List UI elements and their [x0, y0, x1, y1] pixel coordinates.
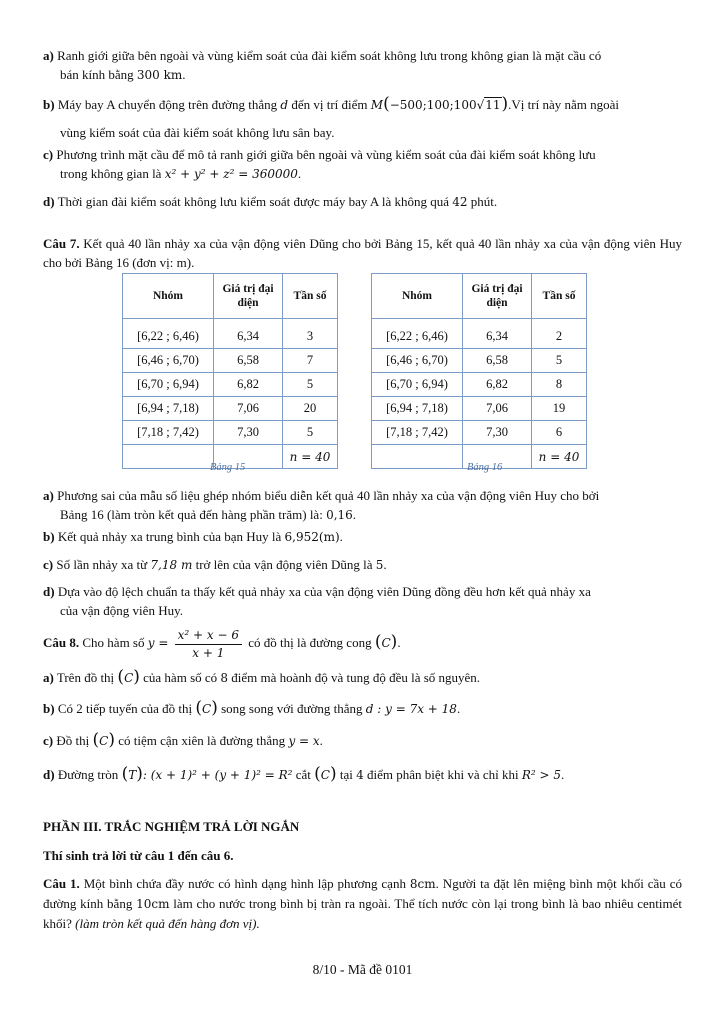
table-15: [122, 273, 338, 469]
table-16: [371, 273, 587, 469]
table-row: [6,22 ; 6,46) 6,34 3: [123, 319, 338, 349]
table-row: [6,94 ; 7,18) 7,06 20: [123, 397, 338, 421]
q8-statement-b: b) Có 2 tiếp tuyến của đồ thị (C) song song với đường thẳng d : y = 7x + 18.: [43, 698, 461, 718]
q7-statement-c: c) Số lần nhảy xa từ 7,18 m trở lên của vận động viên Dũng là 5.: [43, 557, 387, 572]
table-header: Tần số: [283, 274, 338, 319]
q6-statement-b-cont: vùng kiểm soát của đài kiểm soát không lưu sân bay.: [60, 125, 335, 140]
q1-question: Câu 1. Một bình chứa đầy nước có hình dạng hình lập phương cạnh 8cm. Người ta đặt lên miệng bình một khối cầu có đường kính bằng 10cm làm cho nước trong bình bị tràn ra ngoài. Thể tích nước còn lại trong bình là bao nhiêu centimét khối? (làm tròn kết quả đến hàng đơn vị).: [43, 876, 683, 931]
part3-title: PHẦN III. TRẮC NGHIỆM TRẢ LỜI NGẮN: [43, 819, 300, 834]
table-row: [6,70 ; 6,94) 6,82 8: [372, 373, 587, 397]
table-header: Nhóm: [372, 274, 463, 319]
table-header: Giá trị đại diện: [463, 274, 532, 319]
table-15-caption: Bảng 15: [210, 462, 246, 473]
table-row: [7,18 ; 7,42) 7,30 5: [123, 421, 338, 445]
q6-statement-b: b) Máy bay A chuyển động trên đường thẳng d đến vị trí điểm M(−500;100;100√11).Vị trí này nằm ngoài: [43, 94, 620, 114]
q7-statement-a: a) Phương sai của mẫu số liệu ghép nhóm biểu diễn kết quả 40 lần nhảy xa của vận động viên Huy cho bởi Bảng 16 (làm tròn kết quả đến hàng phần trăm) là: 0,16.: [43, 488, 600, 522]
table-row: [7,18 ; 7,42) 7,30 6: [372, 421, 587, 445]
q8-statement-d: d) Đường tròn (T): (x + 1)² + (y + 1)² = R² cắt (C) tại 4 điểm phân biệt khi và chỉ khi R² > 5.: [43, 764, 565, 784]
q6-statement-c: c) Phương trình mặt cầu để mô tả ranh giới giữa bên ngoài và vùng kiểm soát của đài kiểm soát không lưu trong không gian là x² + y² + z² = 360000.: [43, 147, 596, 181]
part3-instruction: Thí sinh trả lời từ câu 1 đến câu 6.: [43, 848, 234, 863]
q8-question: Câu 8. Cho hàm số y = $\frac{\text{x² + x − 6}}{x + 1}$ có đồ thị là đường cong (C).: [43, 627, 401, 660]
table-row: [6,46 ; 6,70) 6,58 5: [372, 349, 587, 373]
q8-statement-c: c) Đồ thị (C) có tiệm cận xiên là đường thẳng y = x.: [43, 730, 323, 750]
q7-question: Câu 7. Kết quả 40 lần nhảy xa của vận động viên Dũng cho bởi Bảng 15, kết quả 40 lần nhảy xa của vận động viên Huy cho bởi Bảng 16 (đơn vị: m).: [43, 236, 682, 270]
page-footer: 8/10 - Mã đề 0101: [312, 962, 413, 977]
table-row: [6,70 ; 6,94) 6,82 5: [123, 373, 338, 397]
q6-statement-d: d) Thời gian đài kiểm soát không lưu kiểm soát được máy bay A là không quá 42 phút.: [43, 194, 498, 209]
q7-statement-d: d) Dựa vào độ lệch chuẩn ta thấy kết quả nhảy xa của vận động viên Dũng đồng đều hơn kết quả nhảy xa của vận động viên Huy.: [43, 584, 591, 618]
q8-fraction: $\frac{\text{x² + x − 6}}{x + 1}$: [175, 627, 242, 662]
table-16-caption: Bảng 16: [467, 462, 503, 473]
table-row: [6,22 ; 6,46) 6,34 2: [372, 319, 587, 349]
table-header: Nhóm: [123, 274, 214, 319]
q8-statement-a: a) Trên đồ thị (C) của hàm số có 8 điểm mà hoành độ và tung độ đều là số nguyên.: [43, 667, 481, 687]
table-header: Giá trị đại diện: [214, 274, 283, 319]
table-total-row: n = 40: [123, 445, 338, 469]
q6-a-label: a): [43, 48, 54, 63]
table-total-row: n = 40: [372, 445, 587, 469]
q7-statement-b: b) Kết quả nhảy xa trung bình của bạn Huy là 6,952(m).: [43, 529, 343, 544]
table-row: [6,46 ; 6,70) 6,58 7: [123, 349, 338, 373]
table-header: Tần số: [532, 274, 587, 319]
q6-statement-a: a) Ranh giới giữa bên ngoài và vùng kiểm soát của đài kiểm soát không lưu trong không gian là mặt cầu có bán kính bằng 300 km.: [43, 48, 602, 82]
table-row: [6,94 ; 7,18) 7,06 19: [372, 397, 587, 421]
